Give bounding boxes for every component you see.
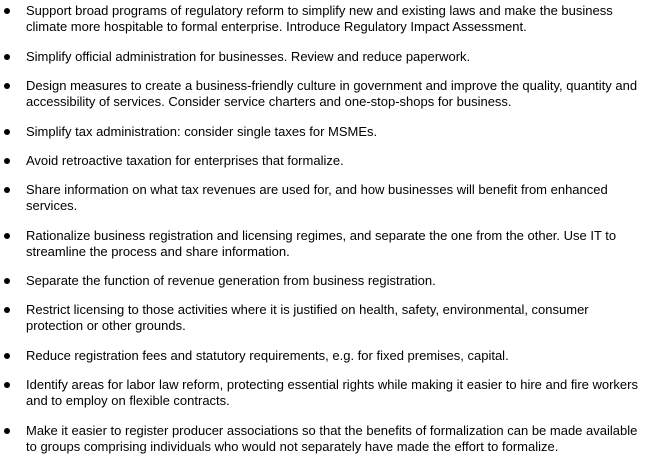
list-item-text: Reduce registration fees and statutory requirements, e.g. for fixed premises, capital. bbox=[26, 348, 509, 363]
bullet-icon bbox=[4, 8, 10, 14]
list-item-text: Simplify official administration for businesses. Review and reduce paperwork. bbox=[26, 49, 471, 64]
list-item-text: Support broad programs of regulatory reform to simplify new and existing laws and make the business climate more hospitable to formal enterprise. Introduce Regulatory Impact Assessment. bbox=[26, 3, 613, 34]
list-item-text: Make it easier to register producer associations so that the benefits of formalization can be made available to groups comprising individuals who would not separately have made the effort to formalize. bbox=[26, 423, 638, 454]
bullet-icon bbox=[4, 233, 10, 239]
list-item-text: Design measures to create a business-friendly culture in government and improve the quality, quantity and accessibility of services. Consider service charters and one-stop-shops for business. bbox=[26, 78, 638, 109]
bullet-icon bbox=[4, 129, 10, 135]
list-item-text: Simplify tax administration: consider single taxes for MSMEs. bbox=[26, 124, 378, 139]
bullet-icon bbox=[4, 83, 10, 89]
list-item-text: Identify areas for labor law reform, protecting essential rights while making it easier to hire and fire workers and to employ on flexible contracts. bbox=[26, 377, 638, 408]
bullet-icon bbox=[4, 278, 10, 284]
bullet-icon bbox=[4, 428, 10, 434]
list-item-text: Avoid retroactive taxation for enterprises that formalize. bbox=[26, 153, 344, 168]
list-item-text: Separate the function of revenue generation from business registration. bbox=[26, 273, 436, 288]
bullet-icon bbox=[4, 307, 10, 313]
list-item-text: Rationalize business registration and licensing regimes, and separate the one from the other. Use IT to streamline the process and share information. bbox=[26, 228, 617, 259]
bullet-icon bbox=[4, 54, 10, 60]
list-item-text: Share information on what tax revenues are used for, and how businesses will benefit from enhanced services. bbox=[26, 182, 608, 213]
bullet-icon bbox=[4, 187, 10, 193]
bullet-icon bbox=[4, 158, 10, 164]
list-item-text: Restrict licensing to those activities where it is justified on health, safety, environmental, consumer protection or other grounds. bbox=[26, 302, 589, 333]
bullet-icon bbox=[4, 353, 10, 359]
bullet-icon bbox=[4, 382, 10, 388]
